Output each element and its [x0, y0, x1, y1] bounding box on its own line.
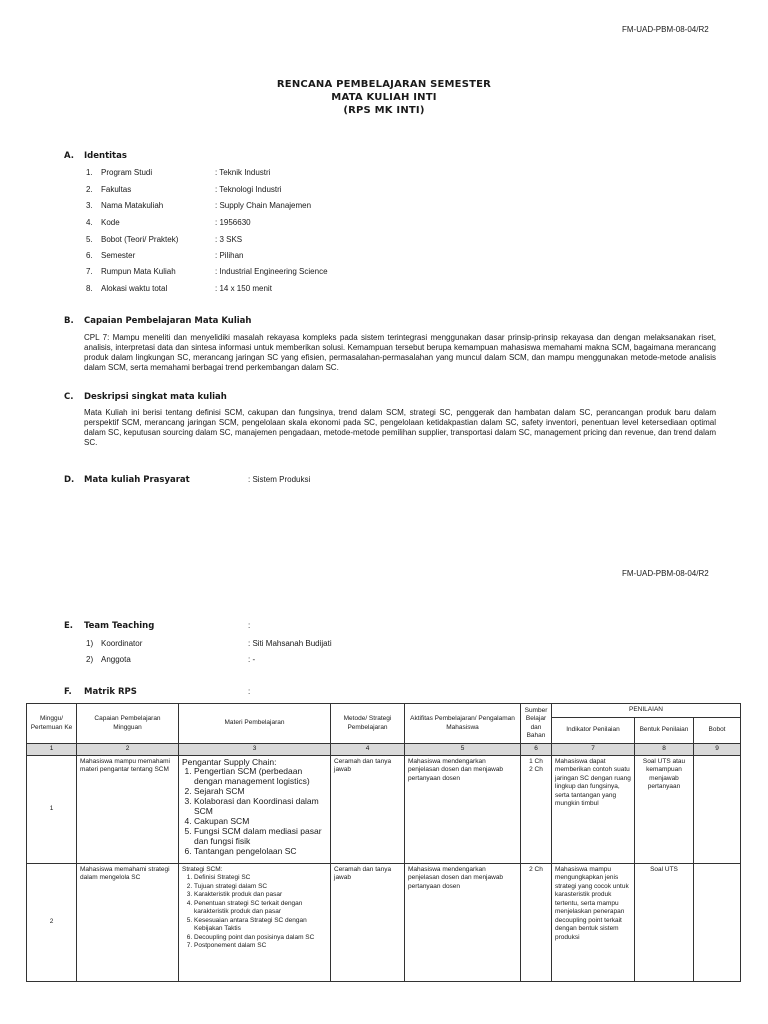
col-number: 2 [77, 744, 179, 756]
identitas-label: Rumpun Mata Kuliah [101, 267, 176, 276]
list-item: 4. Cakupan SCM [194, 816, 327, 826]
col-number: 4 [331, 744, 405, 756]
section-e-letter: E. [64, 621, 74, 631]
identitas-num: 4. [86, 218, 93, 227]
list-item: 5. Fungsi SCM dalam mediasi pasar dan fungsi fisik [194, 826, 327, 846]
indikator-cell: Mahasiswa dapat memberikan contoh suatu jaringan SC dengan ruang lingkup dan fungsinya, serta tantangan yang mungkin timbul [552, 755, 635, 863]
identitas-label: Semester [101, 251, 136, 260]
form-code-page-2: FM-UAD-PBM-08-04/R2 [622, 569, 709, 578]
doc-title-line-1: RENCANA PEMBELAJARAN SEMESTER [276, 79, 492, 90]
identitas-num: 6. [86, 251, 93, 260]
header-bobot: Bobot [694, 718, 741, 744]
section-a-title: Identitas [84, 151, 127, 161]
list-item: 6. Decoupling point dan posisinya dalam SC [194, 934, 327, 943]
identitas-num: 7. [86, 267, 93, 276]
week-cell: 2 [27, 863, 77, 981]
col-number: 6 [521, 744, 552, 756]
col-number: 3 [179, 744, 331, 756]
col-number: 8 [635, 744, 694, 756]
doc-title-line-3: (RPS MK INTI) [343, 105, 425, 116]
list-item: 7. Postponement dalam SC [194, 942, 327, 951]
identitas-value: : Industrial Engineering Science [215, 267, 328, 276]
section-e-title: Team Teaching [84, 621, 155, 631]
header-metode: Metode/ Strategi Pembelajaran [331, 704, 405, 744]
col-number: 7 [552, 744, 635, 756]
bentuk-cell: Soal UTS [635, 863, 694, 981]
metode-cell: Ceramah dan tanya jawab [331, 863, 405, 981]
identitas-value: : Teknik Industri [215, 168, 271, 177]
col-number: 5 [405, 744, 521, 756]
sumber-item: 2 Ch [529, 865, 543, 873]
indikator-cell: Mahasiswa mampu mengungkapkan jenis strategi yang cocok untuk karasteristik produk tertentu, serta mampu menjelaskan penerapan decoupling point terkait dengan bentuk sistem produksi [552, 863, 635, 981]
team-colon: : [248, 621, 251, 630]
identitas-value: : Pilihan [215, 251, 244, 260]
bobot-cell [694, 755, 741, 863]
team-label: Koordinator [101, 639, 143, 648]
identitas-value: : 14 x 150 menit [215, 284, 272, 293]
team-num: 1) [86, 639, 94, 648]
section-f-letter: F. [64, 687, 72, 697]
materi-cell [179, 755, 331, 863]
identitas-value: : 1956630 [215, 218, 251, 227]
matrik-colon: : [248, 687, 251, 696]
identitas-label: Kode [101, 218, 120, 227]
identitas-num: 2. [86, 185, 93, 194]
section-b-letter: B. [64, 316, 74, 326]
form-code-top: FM-UAD-PBM-08-04/R2 [622, 25, 709, 34]
list-item: 6. Tantangan pengelolaan SC [194, 846, 327, 856]
list-item: 3. Karakteristik produk dan pasar [194, 891, 327, 900]
list-item: 2. Sejarah SCM [194, 786, 327, 796]
table-row [27, 755, 741, 863]
section-b-title: Capaian Pembelajaran Mata Kuliah [84, 316, 252, 326]
identitas-label: Fakultas [101, 185, 132, 194]
materi-list [182, 874, 327, 951]
header-bentuk: Bentuk Penilaian [635, 718, 694, 744]
materi-list [182, 766, 327, 856]
section-d-letter: D. [64, 475, 75, 485]
identitas-label: Bobot (Teori/ Praktek) [101, 235, 179, 244]
doc-title-line-2: MATA KULIAH INTI [331, 92, 437, 103]
capaian-text: CPL 7: Mampu meneliti dan menyelidiki masalah rekayasa kompleks pada sistem terintegrasi menggunakan dasar prinsip-prinsip rekayasa dan dengan melaksanakan riset, analisis, interpretasi data dan sintesa informasi untuk memberikan solusi. Kemampuan tersebut berupa kemampuan mahasiswa memahami makna SCM, bagaimana merancang produk dalam lingkungan SC, merancang jaringan SC yang efisien, permasalahan-permasalahan yang muncul dalam SCM, dan mampu menggunakan metode-metode analisis dalam SCM, serta memahami berbagai trend perkembangan dalam SC. [84, 333, 716, 372]
identitas-num: 1. [86, 168, 93, 177]
rps-matrix-table [26, 703, 741, 982]
bentuk-cell: Soal UTS atau kemampuan menjawab pertanyaan [635, 755, 694, 863]
sumber-item: 2 Ch [529, 766, 543, 773]
header-minggu: Minggu/ Pertemuan Ke [27, 704, 77, 744]
header-indikator: Indikator Penilaian [552, 718, 635, 744]
team-num: 2) [86, 655, 94, 664]
metode-cell: Ceramah dan tanya jawab [331, 755, 405, 863]
identitas-label: Program Studi [101, 168, 153, 177]
header-capaian: Capaian Pembelajaran Mingguan [77, 704, 179, 744]
team-value: : - [248, 655, 256, 664]
header-sumber: Sumber Belajar dan Bahan [521, 704, 552, 744]
identitas-num: 5. [86, 235, 93, 244]
list-item: 1. Pengertian SCM (perbedaan dengan management logistics) [194, 766, 327, 786]
team-label: Anggota [101, 655, 131, 664]
list-item: 4. Penentuan strategi SC terkait dengan karakteristik produk dan pasar [194, 900, 327, 917]
header-penilaian: PENILAIAN [552, 704, 741, 718]
bobot-cell [694, 863, 741, 981]
col-number: 1 [27, 744, 77, 756]
aktifitas-cell: Mahasiswa mendengarkan penjelasan dosen dan menjawab pertanyaan dosen [405, 863, 521, 981]
list-item: 2. Tujuan strategi dalam SC [194, 883, 327, 892]
sumber-cell [521, 863, 552, 981]
header-aktifitas: Aktifitas Pembelajaran/ Pengalaman Mahasiswa [405, 704, 521, 744]
list-item: 3. Kolaborasi dan Koordinasi dalam SCM [194, 796, 327, 816]
identitas-label: Nama Matakuliah [101, 201, 164, 210]
team-value: : Siti Mahsanah Budijati [248, 639, 332, 648]
aktifitas-cell: Mahasiswa mendengarkan penjelasan dosen dan menjawab pertanyaan dosen [405, 755, 521, 863]
materi-title: Pengantar Supply Chain: [182, 756, 277, 767]
sumber-cell [521, 755, 552, 863]
col-number: 9 [694, 744, 741, 756]
deskripsi-text: Mata Kuliah ini berisi tentang definisi SCM, cakupan dan fungsinya, trend dalam SCM, strategi SC, penggerak dan hambatan dalam SC, perancangan produk baru dalam perspektif SCM, merancang jaringan SCM, pengelolaan skala ekonomi pada SC, pengelolaan ketidakpastian dalam SC, safety inventori, penentuan level ketersediaan optimal dalam SC, keputusan sourcing dalam SC, manajemen pengadaan, metode-metode pemilihan supplier, transportasi dalam SC, management pricing dan revenue, dan trend dalam SC. [84, 408, 716, 447]
section-d-title: Mata kuliah Prasyarat [84, 475, 190, 485]
table-row [27, 863, 741, 981]
prasyarat-value: : Sistem Produksi [248, 475, 311, 484]
list-item: 5. Kesesuaian antara Strategi SC dengan Kebijakan Taktis [194, 917, 327, 934]
header-materi: Materi Pembelajaran [179, 704, 331, 744]
materi-title: Strategi SCM: [182, 865, 223, 873]
section-c-title: Deskripsi singkat mata kuliah [84, 392, 227, 402]
identitas-value: : Supply Chain Manajemen [215, 201, 312, 210]
identitas-label: Alokasi waktu total [101, 284, 168, 293]
capaian-cell: Mahasiswa mampu memahami materi pengantar tentang SCM [77, 755, 179, 863]
capaian-cell: Mahasiswa memahami strategi dalam mengelola SC [77, 863, 179, 981]
list-item: 1. Definisi Strategi SC [194, 874, 327, 883]
identitas-value: : 3 SKS [215, 235, 243, 244]
week-cell: 1 [27, 755, 77, 863]
materi-cell [179, 863, 331, 981]
section-c-letter: C. [64, 392, 74, 402]
identitas-value: : Teknologi Industri [215, 185, 282, 194]
section-a-letter: A. [64, 151, 74, 161]
section-f-title: Matrik RPS [84, 687, 137, 697]
identitas-num: 3. [86, 201, 93, 210]
identitas-num: 8. [86, 284, 93, 293]
sumber-item: 1 Ch [529, 757, 543, 765]
